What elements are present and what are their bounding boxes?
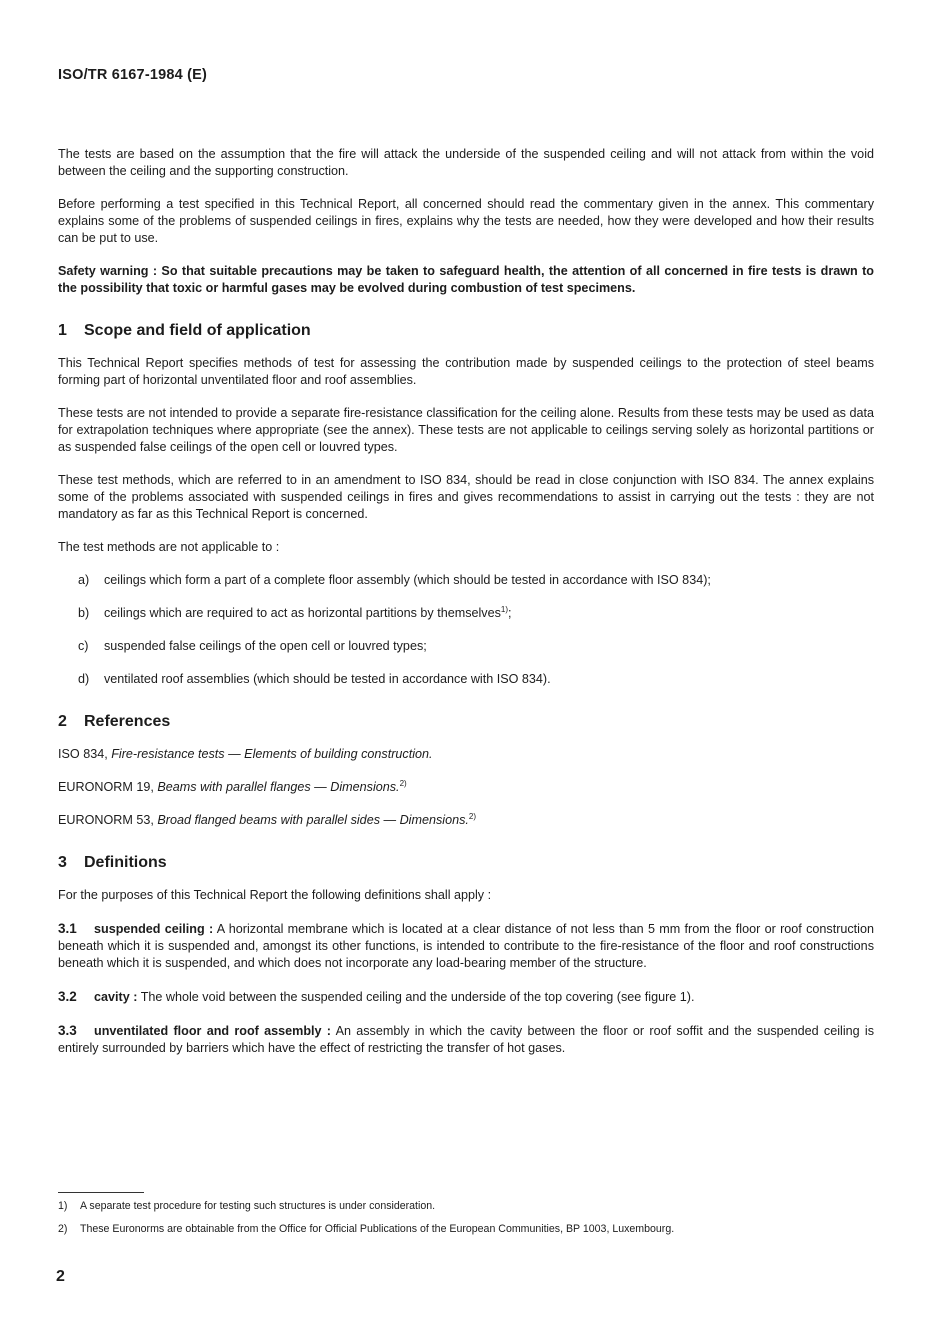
footnote-divider bbox=[58, 1192, 144, 1193]
definition-item: 3.3 unventilated floor and roof assembly : An assembly in which the cavity between the floor or roof soffit and the suspended ceiling is entirely surrounded by barriers which have the effect of restricting the transfer of hot gases. bbox=[58, 1023, 874, 1055]
footnotes bbox=[58, 1192, 874, 1245]
document-header: ISO/TR 6167-1984 (E) bbox=[58, 67, 208, 83]
reference-item: EURONORM 53, Broad flanged beams with parallel sides — Dimensions.$^{2)}$ bbox=[58, 812, 476, 827]
footnote-ref: 2) bbox=[468, 812, 476, 821]
document-body bbox=[58, 146, 874, 1073]
definitions-intro: For the purposes of this Technical Report the following definitions shall apply : bbox=[58, 888, 492, 902]
intro-paragraph-1: The tests are based on the assumption that the fire will attack the underside of the suspended ceiling and will not attack from within the void between the ceiling and the supporting construction. bbox=[58, 147, 874, 178]
section-3-heading bbox=[58, 853, 874, 873]
safety-warning: Safety warning : So that suitable precautions may be taken to safeguard health, the attention of all concerned in fire tests is drawn to the possibility that toxic or harmful gases may be evolved during combustion of test specimens. bbox=[58, 264, 874, 295]
footnote: 1) A separate test procedure for testing such structures is under consideration. bbox=[58, 1200, 436, 1212]
intro-paragraph-2: Before performing a test specified in this Technical Report, all concerned should read the commentary given in the annex. This commentary explains some of the problems of suspended ceilings in fires, explains why the tests are needed, how they were developed and how their results can be put to use. bbox=[58, 197, 874, 245]
footnote: 2) These Euronorms are obtainable from the Office for Official Publications of the European Communities, BP 1003, Luxembourg. bbox=[58, 1223, 675, 1235]
scope-paragraph-1: This Technical Report specifies methods of test for assessing the contribution made by suspended ceilings to the protection of steel beams forming part of horizontal unventilated floor and roof assemblies. bbox=[58, 356, 874, 387]
list-item: b) ceilings which are required to act as horizontal partitions by themselves$^{1)}$; bbox=[78, 605, 512, 620]
footnote-ref: 1) bbox=[500, 605, 509, 614]
reference-item: EURONORM 19, Beams with parallel flanges — Dimensions.$^{2)}$ bbox=[58, 779, 407, 794]
reference-item: ISO 834, Fire-resistance tests — Elements of building construction. bbox=[58, 747, 433, 761]
page-number: 2 bbox=[56, 1268, 65, 1285]
scope-paragraph-3: These test methods, which are referred to in an amendment to ISO 834, should be read in close conjunction with ISO 834. The annex explains some of the problems associated with suspended ceilings in fires and gives recommendations to assist in carrying out the tests : they are not mandatory as far as this Technical Report is concerned. bbox=[58, 473, 874, 521]
scope-paragraph-2: These tests are not intended to provide a separate fire-resistance classification for the ceiling alone. Results from these tests may be used as data for extrapolation techniques where appropriate (see the annex). These tests are not applicable to ceilings serving solely as horizontal partitions or as suspended false ceilings of the open cell or louvred types. bbox=[58, 406, 874, 454]
section-title: Definitions bbox=[84, 854, 167, 871]
list-item: a) ceilings which form a part of a complete floor assembly (which should be tested in accordance with ISO 834); bbox=[78, 573, 711, 587]
scope-list-intro: The test methods are not applicable to : bbox=[58, 540, 280, 554]
section-number: 2 bbox=[58, 713, 67, 730]
section-title: References bbox=[84, 713, 171, 730]
not-applicable-list bbox=[78, 572, 874, 688]
definition-item: 3.2 cavity : The whole void between the suspended ceiling and the underside of the top covering (see figure 1). bbox=[58, 989, 695, 1004]
list-item: c) suspended false ceilings of the open cell or louvred types; bbox=[78, 639, 427, 653]
section-1-heading bbox=[58, 321, 874, 341]
section-number: 3 bbox=[58, 854, 67, 871]
definition-item: 3.1 suspended ceiling : A horizontal membrane which is located at a clear distance of not less than 5 mm from the floor or roof construction beneath which it is suspended and, amongst its other functions, is intended to contribute to the fire-resistance of the floor and roof constructions beneath which it is suspended, and which does not incorporate any load-bearing member of the structure. bbox=[58, 921, 874, 970]
footnote-ref: 2) bbox=[399, 779, 407, 788]
section-title: Scope and field of application bbox=[84, 322, 311, 339]
section-2-heading bbox=[58, 712, 874, 732]
list-item: d) ventilated roof assemblies (which should be tested in accordance with ISO 834). bbox=[78, 672, 551, 686]
section-number: 1 bbox=[58, 322, 67, 339]
